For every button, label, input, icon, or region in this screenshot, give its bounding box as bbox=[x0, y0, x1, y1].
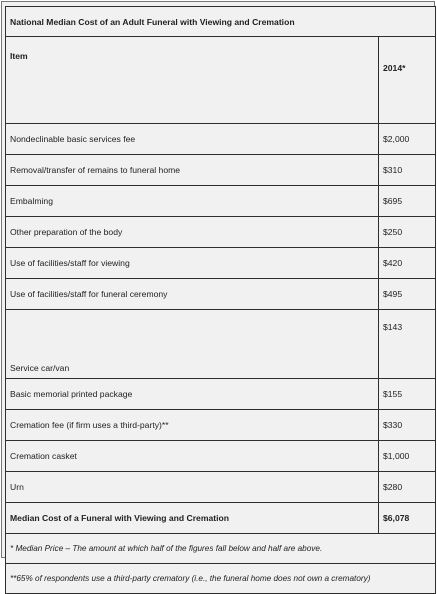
row-label: Urn bbox=[6, 472, 379, 503]
row-label: Use of facilities/staff for funeral ceremony bbox=[6, 279, 379, 310]
row-label: Cremation casket bbox=[6, 441, 379, 472]
table-title-row bbox=[6, 7, 436, 37]
row-value: $310 bbox=[379, 155, 436, 186]
row-value: $495 bbox=[379, 279, 436, 310]
table-row bbox=[6, 186, 436, 217]
footnote-median: * Median Price – The amount at which half of the figures fall below and half are above. bbox=[6, 534, 436, 564]
row-value: $143 bbox=[379, 310, 436, 379]
row-label: Removal/transfer of remains to funeral home bbox=[6, 155, 379, 186]
row-value: $695 bbox=[379, 186, 436, 217]
table-row bbox=[6, 379, 436, 410]
row-label: Cremation fee (if firm uses a third-party)** bbox=[6, 410, 379, 441]
table-header-row bbox=[6, 37, 436, 124]
table-row bbox=[6, 472, 436, 503]
table-note-row bbox=[6, 564, 436, 594]
row-label: Basic memorial printed package bbox=[6, 379, 379, 410]
row-label: Nondeclinable basic services fee bbox=[6, 124, 379, 155]
header-item: Item bbox=[6, 37, 379, 124]
row-label: Embalming bbox=[6, 186, 379, 217]
row-value: $330 bbox=[379, 410, 436, 441]
row-value: $155 bbox=[379, 379, 436, 410]
row-value: $420 bbox=[379, 248, 436, 279]
row-value: $1,000 bbox=[379, 441, 436, 472]
table-row bbox=[6, 155, 436, 186]
table-row bbox=[6, 310, 436, 379]
table-row bbox=[6, 248, 436, 279]
row-label: Service car/van bbox=[6, 310, 379, 379]
row-value: $2,000 bbox=[379, 124, 436, 155]
table-frame bbox=[1, 1, 435, 583]
table-title: National Median Cost of an Adult Funeral with Viewing and Cremation bbox=[6, 7, 436, 37]
total-value: $6,078 bbox=[379, 503, 436, 534]
table-row bbox=[6, 410, 436, 441]
row-label: Use of facilities/staff for viewing bbox=[6, 248, 379, 279]
row-value: $280 bbox=[379, 472, 436, 503]
funeral-cost-table bbox=[5, 6, 436, 594]
footnote-crematory: **65% of respondents use a third-party crematory (i.e., the funeral home does not own a crematory) bbox=[6, 564, 436, 594]
table-row bbox=[6, 217, 436, 248]
table-row bbox=[6, 279, 436, 310]
row-label: Other preparation of the body bbox=[6, 217, 379, 248]
table-note-row bbox=[6, 534, 436, 564]
table-row bbox=[6, 124, 436, 155]
row-value: $250 bbox=[379, 217, 436, 248]
table-total-row bbox=[6, 503, 436, 534]
table-row bbox=[6, 441, 436, 472]
total-label: Median Cost of a Funeral with Viewing and Cremation bbox=[6, 503, 379, 534]
header-year: 2014* bbox=[379, 37, 436, 124]
